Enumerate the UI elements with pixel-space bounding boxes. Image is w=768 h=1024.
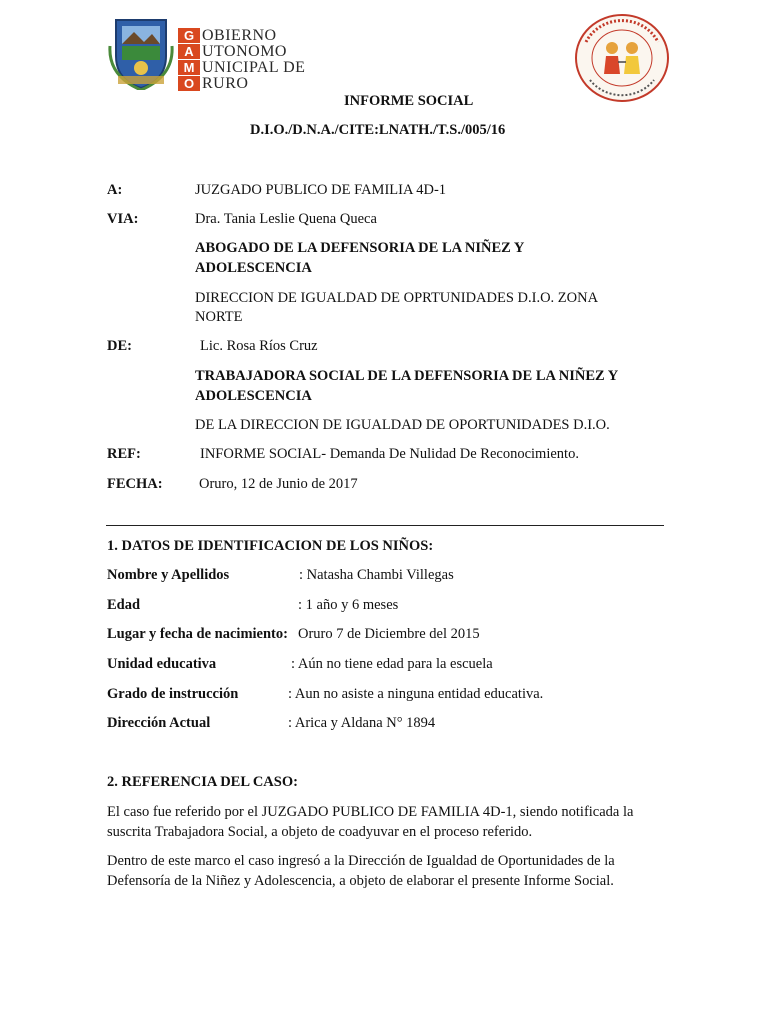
section-1-heading: 1. DATOS DE IDENTIFICACION DE LOS NIÑOS:: [107, 538, 434, 554]
via-unit-line-1: DIRECCION DE IGUALDAD DE OPRTUNIDADES D.I.O. ZONA: [195, 290, 599, 306]
gamo-word-4: RURO: [202, 75, 249, 92]
address-value: : Arica y Aldana N° 1894: [288, 715, 436, 731]
section-divider: [106, 525, 664, 526]
date-label: FECHA:: [107, 476, 163, 492]
to-label: A:: [107, 182, 123, 198]
via-unit-line-2: NORTE: [195, 309, 243, 325]
from-unit: DE LA DIRECCION DE IGUALDAD DE OPORTUNIDADES D.I.O.: [195, 417, 610, 433]
via-label: VIA:: [107, 211, 139, 227]
via-name: Dra. Tania Leslie Quena Queca: [195, 211, 377, 227]
municipal-crest-logo: [108, 16, 174, 90]
case-paragraph-1: [107, 802, 665, 842]
via-role-line-1: ABOGADO DE LA DEFENSORIA DE LA NIÑEZ Y: [195, 240, 525, 256]
school-value: : Aún no tiene edad para la escuela: [291, 656, 493, 672]
case-paragraph-2: [107, 851, 665, 891]
document-title: INFORME SOCIAL: [344, 93, 474, 109]
education-value: : Aun no asiste a ninguna entidad educativa.: [288, 686, 544, 702]
address-label: Dirección Actual: [107, 715, 211, 731]
age-label: Edad: [107, 597, 141, 613]
case-paragraph-2-line-1: Dentro de este marco el caso ingresó a la Dirección de Igualdad de Oportunidades de la: [107, 853, 615, 869]
gamo-logo: [178, 26, 318, 92]
gamo-initial-a: A: [178, 44, 200, 59]
section-2-heading: 2. REFERENCIA DEL CASO:: [107, 774, 298, 790]
education-label: Grado de instrucción: [107, 686, 239, 702]
gamo-initial-m: M: [178, 60, 200, 75]
from-name: Lic. Rosa Ríos Cruz: [200, 338, 318, 354]
to-value: JUZGADO PUBLICO DE FAMILIA 4D-1: [195, 182, 447, 198]
case-paragraph-2-line-2: Defensoría de la Niñez y Adolescencia, a objeto de elaborar el presente Informe Social.: [107, 873, 614, 889]
ref-value: INFORME SOCIAL- Demanda De Nulidad De Reconocimiento.: [200, 446, 579, 462]
school-label: Unidad educativa: [107, 656, 217, 672]
age-value: : 1 año y 6 meses: [298, 597, 399, 613]
gamo-word-2: UTONOMO: [202, 43, 287, 60]
child-name-label: Nombre y Apellidos: [107, 567, 230, 583]
gamo-word-3: UNICIPAL DE: [202, 59, 306, 76]
ref-label: REF:: [107, 446, 141, 462]
birth-value: Oruro 7 de Diciembre del 2015: [298, 626, 480, 642]
case-paragraph-1-line-1: El caso fue referido por el JUZGADO PUBLICO DE FAMILIA 4D-1, siendo notificada la: [107, 804, 634, 820]
child-name-value: : Natasha Chambi Villegas: [299, 567, 454, 583]
gamo-initial-g: G: [178, 28, 200, 43]
case-paragraph-1-line-2: suscrita Trabajadora Social, a objeto de coadyuvar en el proceso referido.: [107, 824, 533, 840]
via-role-line-2: ADOLESCENCIA: [195, 260, 312, 276]
document-cite: D.I.O./D.N.A./CITE:LNATH./T.S./005/16: [250, 122, 506, 138]
from-role-line-2: ADOLESCENCIA: [195, 388, 312, 404]
from-label: DE:: [107, 338, 132, 354]
gamo-word-1: OBIERNO: [202, 27, 277, 44]
from-role-line-1: TRABAJADORA SOCIAL DE LA DEFENSORIA DE LA NIÑEZ Y: [195, 368, 619, 384]
gamo-initial-o: O: [178, 76, 200, 91]
date-value: Oruro, 12 de Junio de 2017: [199, 476, 358, 492]
defensoria-seal-logo: [572, 12, 672, 104]
birth-label: Lugar y fecha de nacimiento:: [107, 626, 288, 642]
